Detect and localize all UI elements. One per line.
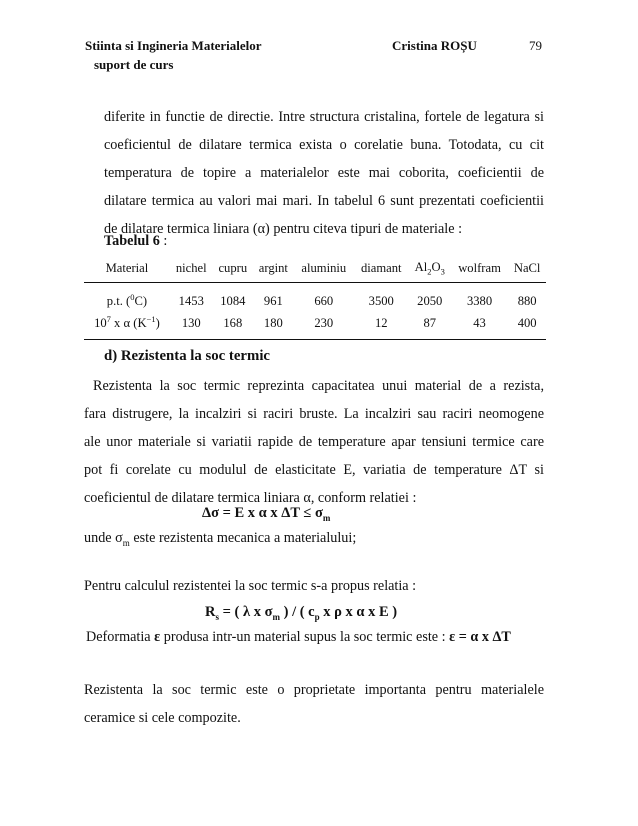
table-cell: 880 xyxy=(517,293,537,308)
paragraph-line: ceramice si cele compozite. xyxy=(84,710,241,726)
table-cell: 230 xyxy=(294,311,354,340)
table-header-cell: diamant xyxy=(354,254,409,283)
table-title: Tabelul 6 : xyxy=(104,233,168,249)
table-cell: 43 xyxy=(451,311,508,340)
paragraph-line: fara distrugere, la incalziri si raciri bruste. La incalziri sau raciri neomogene xyxy=(84,406,544,422)
paragraph-line: coeficientul de dilatare termica liniara α, conform relatiei : xyxy=(84,490,417,506)
table-header-cell: argint xyxy=(253,254,294,283)
table-cell: 130 xyxy=(170,311,213,340)
table-cell: 660 xyxy=(314,293,334,308)
table-header-cell: nichel xyxy=(170,254,213,283)
table-cell: 12 xyxy=(354,311,409,340)
table-cell: 180 xyxy=(253,311,294,340)
table-header-cell: aluminiu xyxy=(294,254,354,283)
section-heading: d) Rezistenta la soc termic xyxy=(104,348,270,364)
formula-explanation: unde $\sigma_m$ este rezistenta mecanica a materialului; xyxy=(84,530,357,548)
paragraph-importance xyxy=(84,676,544,732)
header-author: Cristina ROȘU xyxy=(392,38,477,53)
table-cell: 2050 xyxy=(417,293,443,308)
table-header-cell: wolfram xyxy=(451,254,508,283)
table-cell: 168 xyxy=(213,311,253,340)
paragraph-thermal-expansion xyxy=(104,103,544,243)
paragraph-line: pot fi corelate cu modulul de elasticitate E, variatia de temperature ΔT si xyxy=(84,462,544,478)
header-course-subtitle: suport de curs xyxy=(94,57,174,72)
paragraph-line: diferite in functie de directie. Intre structura cristalina, fortele de legatura si xyxy=(104,109,544,125)
table-cell: 1453 xyxy=(178,293,204,308)
table-cell: 3500 xyxy=(368,293,394,308)
formula-stress: Δσ = E x α x $\Delta T \le \sigma_m$ xyxy=(202,505,331,523)
table-row-label: $10^7$ x α $(K^{-1})$ xyxy=(84,311,170,340)
paragraph-line: coeficientul de dilatare termica exista o corelatie buna. Totodata, cu cit xyxy=(104,137,544,153)
resistance-intro: Pentru calculul rezistentei la soc termic s-a propus relatia : xyxy=(84,578,417,594)
table-cell: 400 xyxy=(508,311,546,340)
deformation-line: Deformatia ε produsa intr-un material supus la soc termic este : ε = α x ΔT xyxy=(86,629,511,645)
formula-deformation: ε = α x ΔT xyxy=(449,629,511,645)
table-cell: 1084 xyxy=(220,293,246,308)
table-header-cell: cupru xyxy=(213,254,253,283)
table-header-cell-al2o3: $Al_2O_3$ xyxy=(409,254,451,283)
table-cell: 87 xyxy=(409,311,451,340)
paragraph-line: dilatare termica au valori mai mari. In tabelul 6 sunt prezentati coeficientii xyxy=(104,193,544,209)
table-header-row xyxy=(84,254,546,283)
paragraph-line: temperatura de topire a materialelor este mai coborita, coeficientii de xyxy=(104,165,544,181)
paragraph-line: de dilatare termica liniara (α) pentru citeva tipuri de materiale : xyxy=(104,221,463,237)
table-cell: 961 xyxy=(263,293,283,308)
expansion-coefficients-table xyxy=(84,254,546,340)
formula-resistance: $R_s$ = ( λ x $\sigma_m$ ) / ( $c_p$ x ρ x α x E ) xyxy=(205,604,398,622)
paragraph-line: Rezistenta la soc termic este o proprietate importanta pentru materialele xyxy=(84,682,544,698)
paragraph-line: Rezistenta la soc termic reprezinta capacitatea unui material de a rezista, xyxy=(93,378,544,394)
table-header-cell: Material xyxy=(84,254,170,283)
page-number: 79 xyxy=(529,38,542,53)
paragraph-line: ale unor materiale si variatii rapide de temperature apar tensiuni termice care xyxy=(84,434,544,450)
table-row-expansion-coefficient xyxy=(84,311,546,340)
table-row-label: p.t. ($^0$C) xyxy=(106,292,148,309)
header-course-title: Stiinta si Ingineria Materialelor xyxy=(85,38,262,53)
table-row-melting-point xyxy=(84,283,546,312)
table-header-cell: NaCl xyxy=(508,254,546,283)
table-cell: 3380 xyxy=(466,293,493,308)
paragraph-thermal-shock xyxy=(84,372,544,512)
